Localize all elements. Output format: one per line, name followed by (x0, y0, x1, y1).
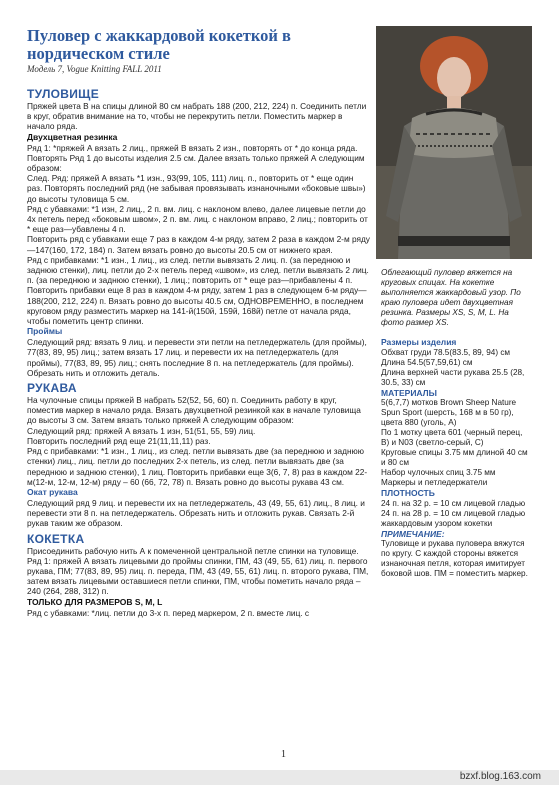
paragraph: Ряд 1: пряжей А вязать лицевыми до проймы спинки, ПМ, 43 (49, 55, 61) лиц. п. первого рукава, ПМ; 77(83, 89, 95) лиц. п. переда, ПМ, 43 (49, 55, 61) лиц. п. второго рукава, ПМ, затем вязать лицевыми оставшиеся петли спинки, ПМ, чтобы пометить начало ряда – 240 (264, 288, 312) п. (27, 555, 369, 597)
paragraph: Ряд с убавками: *лиц. петли до 3-х п. перед маркером, 2 п. вместе лиц. с (27, 607, 310, 618)
paragraph: Обхват груди 78.5(83.5, 89, 94) см (381, 347, 511, 357)
paragraph: Повторить последний ряд еще 21(11,11,11) раз. (27, 435, 211, 446)
footer-bar (0, 770, 559, 785)
paragraph: Ряд с прибавками: *1 изн., 1 лиц., из след. петли вывязать 2 лиц. п. (за переднюю и заднюю стенки), лиц. петли до 2-х петель перед «швом», из след. петли вывязать 2 лиц. п. (за переднюю и заднюю стенки), 1 лиц.; повторить от * еще раз—прибавлены 4 п. (27, 254, 369, 286)
paragraph: Круговые спицы 3.75 мм длиной 40 см и 80 см (381, 448, 528, 467)
section-heading: Окат рукава (27, 486, 78, 497)
section-heading: Размеры изделия (381, 337, 457, 347)
section-heading: Проймы (27, 326, 63, 337)
section-heading: ТОЛЬКО ДЛЯ РАЗМЕРОВ S, M, L (27, 596, 163, 607)
paragraph: Туловище и рукава пуловера вяжутся по кругу. С каждой стороны вяжется изнаночная петля, которая имитирует боковой шов. ПМ = поместить маркер. (381, 539, 528, 578)
page-number: 1 (281, 749, 286, 760)
paragraph: Ряд 1: *пряжей А вязать 2 лиц., пряжей В вязать 2 изн., повторять от * до конца ряда. Повторять Ряд 1 до высоты изделия 2.5 см. Далее вязать только пряжей А следующим образом: (27, 142, 365, 174)
paragraph: Следующий ряд 9 лиц. и перевести их на петледержатель, 43 (49, 55, 61) лиц., 8 лиц. и перевести эти 8 п. на петледержатель. Обрезать нить и отложить рукав. Связать 2-й рукав таким же образом. (27, 497, 365, 529)
paragraph: Маркеры и петледержатели (381, 478, 488, 487)
page-title: Пуловер с жаккардовой кокеткой в нордическом стиле (27, 26, 291, 63)
materials-column (381, 337, 531, 579)
paragraph: Повторить прибавки еще 8 раз в каждом 4-м ряду, затем 1 раз в следующем 6-м ряду—188(200, 212, 224) п. Вязать ровно до высоты 40.5 см, ОДНОВРЕМЕННО, в последнем круговом ряду разместить маркер на 141-й(150й, 159й, 168й) петле от начала ряда, чтобы пометить центр спинки. (27, 285, 367, 327)
page-subtitle: Модель 7, Vogue Knitting FALL 2011 (27, 64, 162, 74)
section-heading: ПЛОТНОСТЬ (381, 488, 435, 498)
model-illustration (376, 26, 532, 259)
photo-caption: Облегающий пуловер вяжется на круговых спицах. На кокетке выполняется жаккардовый узор. По краю пуловера идет двухцветная резинка. Размеры XS, S, M, L. На фото размер XS. (381, 268, 521, 327)
paragraph: След. Ряд: пряжей А вязать *1 изн., 93(99, 105, 111) лиц. п., повторить от * еще один раз. Повторять последний ряд (не забывая провязывать изнаночными «боковые швы») до высоты туловища 5 см. (27, 173, 366, 204)
section-heading: МАТЕРИАЛЫ (381, 387, 437, 398)
paragraph: Набор чулочных спиц 3.75 мм (381, 468, 496, 477)
section-heading: ПРИМЕЧАНИЕ: (381, 528, 445, 539)
paragraph: Присоединить рабочую нить А к помеченной центральной петле спинки на туловище. (27, 545, 359, 556)
paragraph: По 1 мотку цвета 601 (черный перец, В) и N03 (светло-серый, С) (381, 428, 523, 447)
paragraph: 5(6,7,7) мотков Brown Sheep Nature Spun Sport (шерсть, 168 м в 50 гр), цвета 880 (уголь, А) (381, 398, 517, 427)
paragraph: Длина верхней части рукава 25.5 (28, 30.5, 33) см (381, 367, 525, 387)
paragraph: Следующий ряд: вязать 9 лиц. и перевести эти петли на петледержатель (для проймы), 77(83, 89, 95) лиц.; затем вязать 17 лиц. и перевести их на петледержатель (для проймы), 77(83, 89, 95) лиц.; снять последние 8 п. на петледержатель (для проймы). Обрезать нить и отложить деталь. (27, 337, 367, 378)
section-heading: ТУЛОВИЩЕ (27, 87, 100, 101)
paragraph: На чулочные спицы пряжей В набрать 52(52, 56, 60) п. Соединить работу в круг, поместив маркер в начало ряда. Вязать двухцветной резинкой как в начале туловища до высоты 3 см. Затем вязать только пряжей А следующим образом: (27, 395, 361, 426)
paragraph: 24 п. на 32 р. = 10 см лицевой гладью (381, 498, 526, 508)
sweater-photo (376, 26, 532, 259)
paragraph: Длина 54.5(57,59,61) см (381, 357, 473, 367)
paragraph: Следующий ряд: пряжей А вязать 1 изн, 51(51, 55, 59) лиц. (27, 425, 256, 436)
section-heading: КОКЕТКА (27, 531, 85, 546)
paragraph: Ряд с прибавками: *1 изн., 1 лиц., из след. петли вывязать две (за переднюю и заднюю стенки) лиц., лиц. петли до последних 2-х петель, из след. петли вывязать две (за переднюю и заднюю стенки), 1 лиц. Повторить прибавки еще 3(6, 7, 8) раз в каждом 22-м(12-м, 12-м, 12-м) ряду – 60 (66, 72, 78) п. Вязать ровно до высоты рукава 43 см. (27, 446, 368, 487)
paragraph: Пряжей цвета В на спицы длиной 80 см набрать 188 (200, 212, 224) п. Соединить петли в круг, обратив внимание на то, чтобы не перекрутить петли. Поместить маркер в начало ряда. (27, 101, 367, 132)
section-heading: РУКАВА (27, 381, 77, 396)
section-heading: Двухцветная резинка (27, 131, 118, 142)
footer-site-link[interactable]: bzxf.blog.163.com (459, 771, 541, 782)
paragraph: 24 п. на 28 р. = 10 см лицевой гладью жаккардовым узором кокетки (381, 508, 526, 528)
instructions-column (27, 84, 370, 618)
paragraph: Ряд с убавками: *1 изн, 2 лиц., 2 п. вм. лиц. с наклоном влево, далее лицевые петли до 4х петель перед «боковым швом», 2 п. вм. лиц. с наклоном вправо, 2 лиц.; повторить от * еще раз—убавлены 4 п. (27, 203, 368, 235)
paragraph: Повторить ряд с убавками еще 7 раз в каждом 4-м ряду, затем 2 раза в каждом 2-м ряду—147(160, 172, 184) п. Затем вязать ровно до высоты 20.5 см от нижнего края. (27, 234, 370, 255)
